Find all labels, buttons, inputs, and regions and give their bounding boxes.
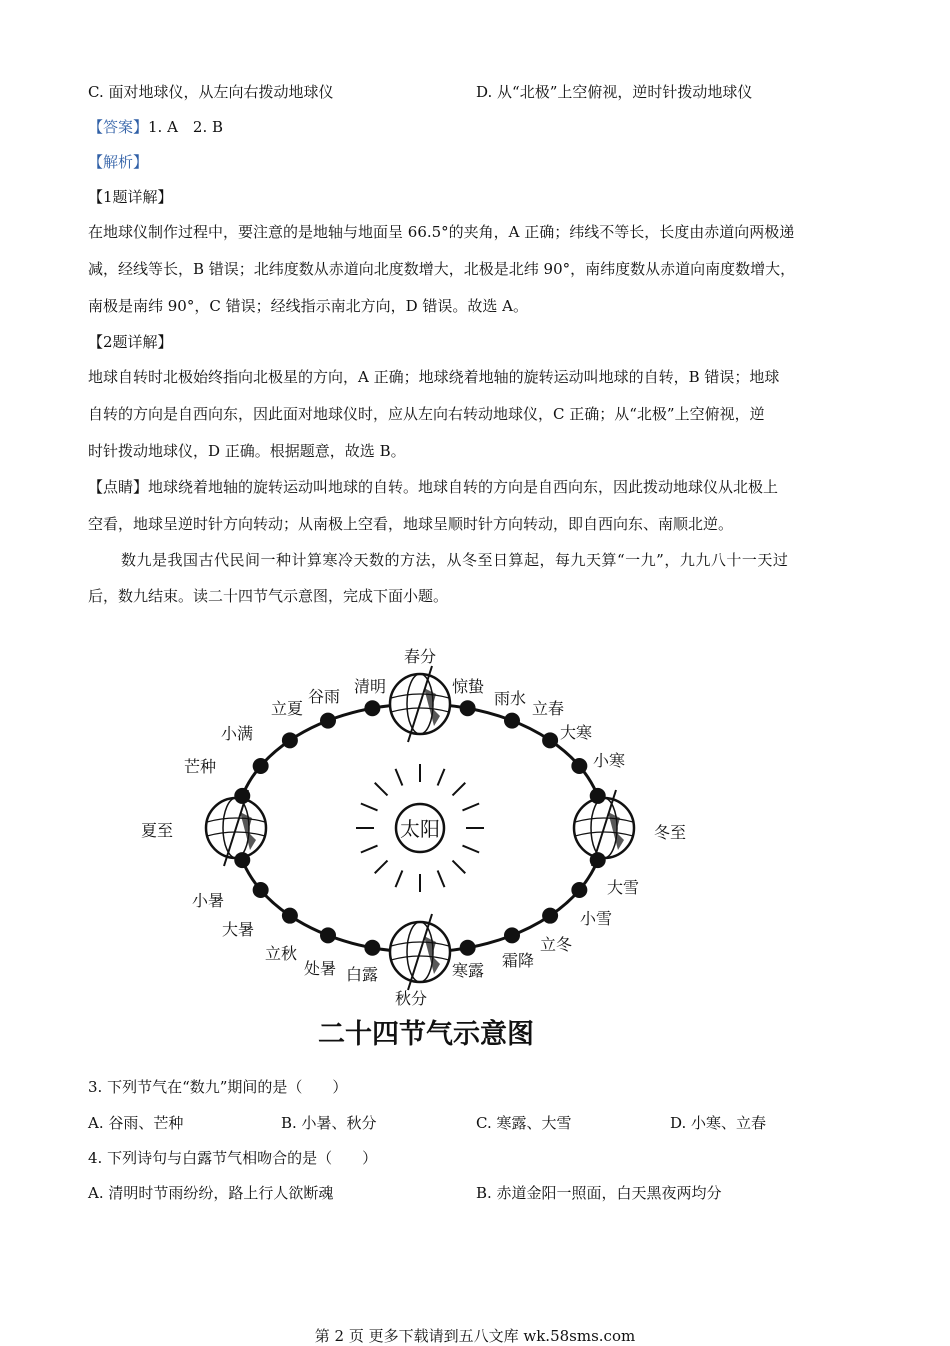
sun-ray [375, 783, 388, 796]
term-dot [590, 788, 606, 804]
term-dot [504, 713, 520, 729]
sun-ray [453, 861, 466, 874]
term-dot [234, 788, 250, 804]
term-dot [282, 908, 298, 924]
q1-detail-line: 减，经线等长，B 错误；北纬度数从赤道向北度数增大，北极是北纬 90°，南纬度数从赤道向南度数增大， [88, 260, 796, 278]
sun-ray [453, 783, 466, 796]
solar-term-label: 冬至 [653, 823, 687, 842]
solar-term-label: 立秋 [264, 944, 298, 963]
analysis-tag: 【解析】 [88, 153, 149, 171]
sun-ray [462, 804, 479, 811]
solar-term-label: 惊蛰 [451, 677, 485, 696]
q3-option-b: B. 小暑、秋分 [281, 1114, 377, 1132]
q2-detail-line: 地球自转时北极始终指向北极星的方向，A 正确；地球绕着地轴的旋转运动叫地球的自转，B 错误；地球 [88, 368, 780, 386]
q4-stem: 4. 下列诗句与白露节气相吻合的是（ ） [88, 1149, 378, 1167]
term-dot [542, 908, 558, 924]
term-dot [234, 852, 250, 868]
q4-option-a: A. 清明时节雨纷纷，路上行人欲断魂 [88, 1184, 334, 1202]
solar-term-label: 立冬 [539, 935, 573, 954]
solar-term-label: 小寒 [592, 751, 626, 770]
tip-line-2: 空看，地球呈逆时针方向转动；从南极上空看，地球呈顺时针方向转动，即自西向东、南顺北逆。 [88, 515, 734, 533]
sun-ray [396, 870, 403, 887]
solar-term-label: 雨水 [493, 689, 527, 708]
term-dot [320, 927, 336, 943]
sun-ray [462, 846, 479, 853]
term-dot [364, 940, 380, 956]
intro-line-2: 后，数九结束。读二十四节气示意图，完成下面小题。 [88, 587, 449, 605]
earth-globe-icon [206, 790, 266, 866]
solar-term-label: 秋分 [394, 989, 428, 1008]
solar-term-label: 清明 [353, 677, 387, 696]
term-dot [253, 882, 269, 898]
solar-term-label: 小雪 [579, 909, 613, 928]
term-dot [542, 732, 558, 748]
solar-term-label: 芒种 [183, 757, 217, 776]
term-dot [504, 927, 520, 943]
term-dot [460, 940, 476, 956]
solar-term-label: 小满 [220, 724, 254, 743]
solar-term-label: 春分 [403, 647, 437, 666]
solar-term-label: 寒露 [451, 961, 485, 980]
earth-globe-icon [574, 790, 634, 866]
sun-ray [396, 769, 403, 786]
solar-term-label: 白露 [345, 965, 379, 984]
q3-option-a: A. 谷雨、芒种 [88, 1114, 184, 1132]
solar-term-label: 大暑 [221, 920, 255, 939]
q2-option-d: D. 从“北极”上空俯视，逆时针拨动地球仪 [476, 83, 753, 101]
sun-ray [375, 861, 388, 874]
q1-detail-line: 南极是南纬 90°，C 错误；经线指示南北方向，D 错误。故选 A。 [88, 297, 528, 315]
answer-tag: 【答案】 [88, 118, 149, 136]
solar-term-label: 立春 [531, 699, 565, 718]
q4-option-b: B. 赤道金阳一照面，白天黑夜两均分 [476, 1184, 722, 1202]
earth-globe-icon [390, 914, 450, 990]
term-dot [364, 700, 380, 716]
solar-term-label: 霜降 [501, 951, 535, 970]
q1-detail-line: 在地球仪制作过程中，要注意的是地轴与地面呈 66.5°的夹角，A 正确；纬线不等长，长度由赤道向两极递 [88, 223, 795, 241]
term-dot [320, 713, 336, 729]
page-footer: 第 2 页 更多下载请到五八文库 wk.58sms.com [314, 1327, 636, 1345]
sun-ray [438, 769, 445, 786]
q3-option-c: C. 寒露、大雪 [476, 1114, 572, 1132]
solar-term-label: 立夏 [270, 699, 304, 718]
q2-detail-title: 【2题详解】 [88, 333, 173, 351]
term-dot [590, 852, 606, 868]
term-dot [571, 758, 587, 774]
solar-term-label: 夏至 [140, 821, 174, 840]
q2-option-c: C. 面对地球仪，从左向右拨动地球仪 [88, 83, 334, 101]
q1-detail-title: 【1题详解】 [88, 188, 173, 206]
tip-tag: 【点睛】 [88, 478, 149, 496]
tip-text: 地球绕着地轴的旋转运动叫地球的自转。地球自转的方向是自西向东，因此拨动地球仪从北极上 [148, 478, 779, 496]
solar-term-label: 大寒 [559, 723, 593, 742]
intro-line-1: 数九是我国古代民间一种计算寒冷天数的方法，从冬至日算起，每九天算“一九”，九九八十一天过 [121, 551, 789, 569]
sun-ray [361, 846, 378, 853]
earth-globe-icon [390, 666, 450, 742]
solar-term-label: 大雪 [606, 878, 640, 897]
sun-label: 太阳 [400, 817, 440, 841]
solar-term-label: 小暑 [191, 891, 225, 910]
answer-text: 1. A 2. B [148, 118, 224, 136]
answer-line [88, 117, 223, 137]
term-dot [282, 732, 298, 748]
term-dot [253, 758, 269, 774]
q3-option-d: D. 小寒、立春 [670, 1114, 767, 1132]
q2-detail-line: 时针拨动地球仪，D 正确。根据题意，故选 B。 [88, 442, 406, 460]
tip-line [88, 477, 778, 497]
q3-stem: 3. 下列节气在“数九”期间的是（ ） [88, 1078, 348, 1096]
solar-term-label: 处暑 [303, 959, 337, 978]
diagram-title: 二十四节气示意图 [318, 1019, 534, 1050]
q2-detail-line: 自转的方向是自西向东，因此面对地球仪时，应从左向右转动地球仪，C 正确；从“北极”上空俯视，逆 [88, 405, 765, 423]
solar-terms-diagram [130, 638, 710, 1058]
sun-ray [361, 804, 378, 811]
term-dot [571, 882, 587, 898]
term-dot [460, 700, 476, 716]
sun-ray [438, 870, 445, 887]
solar-term-label: 谷雨 [307, 687, 341, 706]
